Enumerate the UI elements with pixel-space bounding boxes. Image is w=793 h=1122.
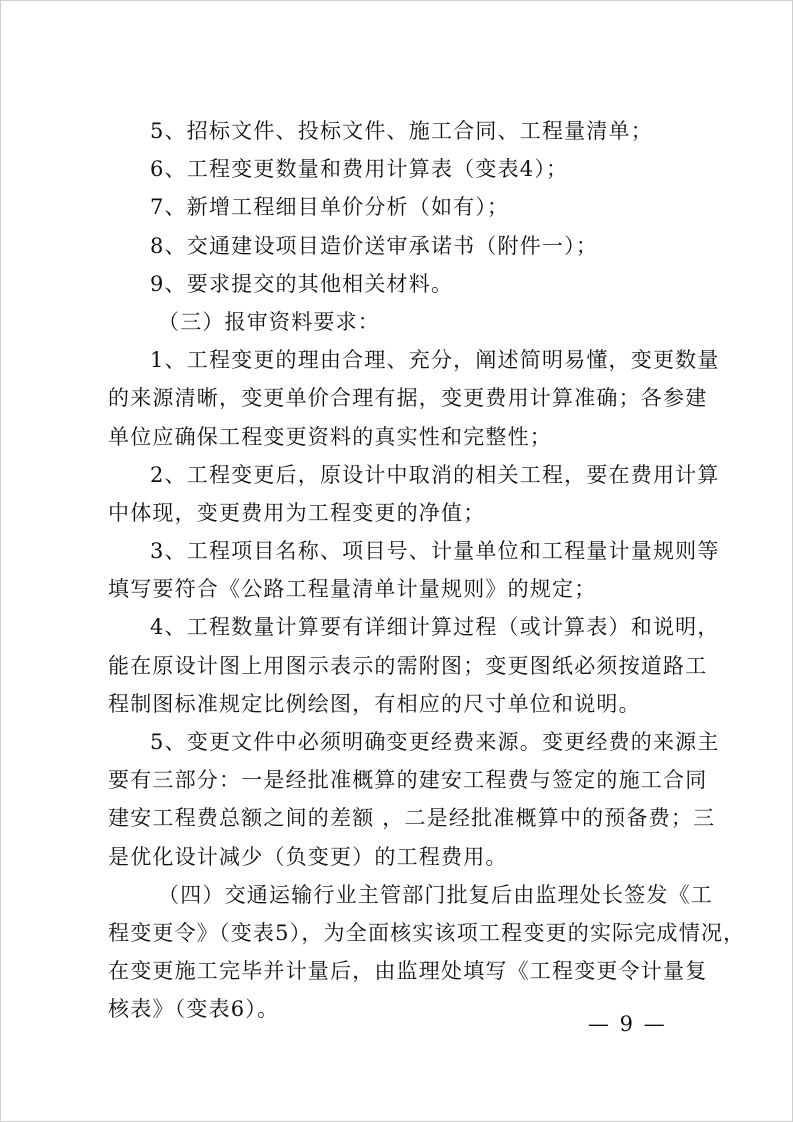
text-line-19: 建安工程费总额之间的差额 ，二是经批准概算中的预备费；三 — [108, 806, 716, 831]
text-line-15: 能在原设计图上用图示表示的需附图；变更图纸必须按道路工 — [108, 653, 708, 678]
text-line-5: 9、要求提交的其他相关材料。 — [150, 271, 454, 296]
text-line-17: 5、变更文件中必须明确变更经费来源。变更经费的来源主 — [150, 730, 720, 754]
text-line-2: 6、工程变更数量和费用计算表（变表4）； — [150, 157, 569, 182]
text-line-14: 4、工程数量计算要有详细计算过程（或计算表）和说明， — [150, 615, 720, 640]
text-line-20: 是优化设计减少（负变更）的工程费用。 — [108, 844, 508, 869]
text-line-23: 在变更施工完毕并计量后，由监理处填写《工程变更令计量复 — [108, 959, 708, 984]
text-line-18: 要有三部分：一是经批准概算的建安工程费与签定的施工合同 — [108, 768, 708, 793]
text-line-12: 3、工程项目名称、项目号、计量单位和工程量计量规则等 — [150, 539, 720, 564]
text-line-1: 5、招标文件、投标文件、施工合同、工程量清单； — [150, 119, 653, 143]
document-body — [108, 112, 746, 1029]
text-line-22: 程变更令》（变表5），为全面核实该项工程变更的实际完成情况， — [108, 920, 746, 945]
section-heading-4: （四）交通运输行业主管部门批复后由监理处长签发《工 — [158, 882, 713, 907]
text-line-4: 8、交通建设项目造价送审承诺书（附件一）； — [150, 233, 599, 258]
text-line-7: 1、工程变更的理由合理、充分，阐述简明易懂，变更数量 — [150, 348, 720, 373]
page-number: — 9 — — [588, 1012, 667, 1036]
text-line-10: 2、工程变更后，原设计中取消的相关工程，要在费用计算 — [150, 462, 720, 487]
text-line-24: 核表》（变表6）。 — [108, 997, 280, 1022]
text-line-9: 单位应确保工程变更资料的真实性和完整性； — [108, 424, 552, 449]
text-line-13: 填写要符合《公路工程量清单计量规则》的规定； — [108, 577, 597, 602]
section-heading-3: （三）报审资料要求： — [158, 309, 380, 334]
text-line-11: 中体现，变更费用为工程变更的净值； — [108, 500, 486, 525]
text-line-16: 程制图标准规定比例绘图，有相应的尺寸单位和说明。 — [108, 691, 641, 716]
text-line-8: 的来源清晰，变更单价合理有据，变更费用计算准确；各参建 — [108, 386, 708, 411]
text-line-3: 7、新增工程细目单价分析（如有）； — [150, 195, 510, 220]
